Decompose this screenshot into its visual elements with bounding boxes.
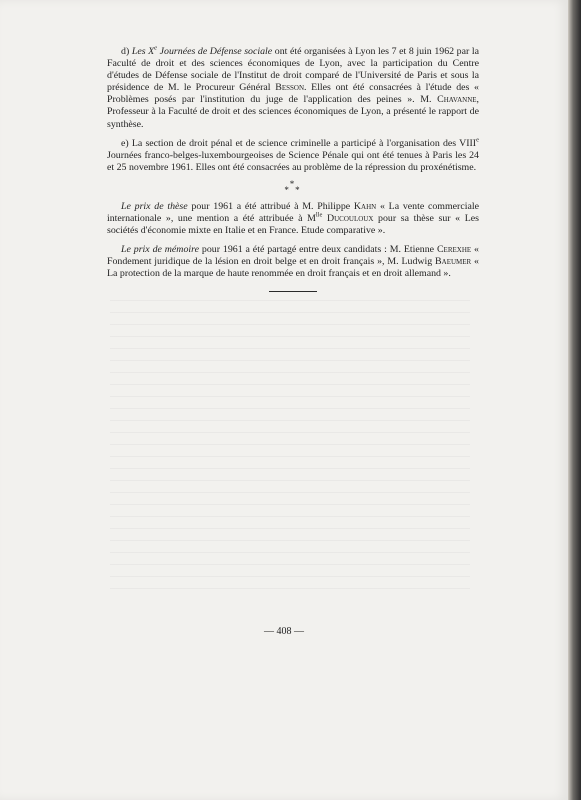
paragraph-d-name2: Chavanne — [437, 94, 477, 106]
paragraph-e-body1: e) La section de droit pénal et de science criminelle a participé à l'organisation des VIII — [121, 137, 477, 149]
prix-these-name1: Kahn — [353, 200, 377, 212]
asterism-separator: * * * — [284, 178, 302, 195]
paragraph-e-body2: Journées franco-belges-luxembourgeoises de Science Pénale qui ont été tenues à Paris les 24 et 25 novembre 1961. Elles ont été consacrées au problème de la répression du proxénétisme. — [107, 149, 479, 173]
page-edge-shadow — [568, 0, 581, 800]
prix-memoire-body1: pour 1961 a été partagé entre deux candidats : M. Etienne — [198, 244, 437, 256]
show-through-text — [110, 300, 470, 600]
paragraph-e-sup: e — [476, 136, 479, 144]
prix-these-name2: Ducouloux — [322, 213, 374, 225]
page-number: — 408 — — [264, 626, 304, 637]
prix-memoire-title: Le prix de mémoire — [121, 244, 199, 256]
body-text — [107, 46, 479, 292]
paragraph-d-title-sup: e — [154, 44, 158, 52]
prix-these-body1: pour 1961 a été attribué à M. Philippe — [187, 200, 354, 212]
prix-memoire-body2: « Fondement juridique de la lésion en droit belge et en droit français », M. Ludwig — [107, 244, 479, 268]
paragraph-d-body2: . Elles ont été consacrées à l'étude des « Problèmes posés par l'institution du juge de l'application des peines ». M. — [107, 82, 479, 106]
paragraph-d-lead: d) — [121, 46, 132, 57]
paragraph-d-title: Les X — [131, 46, 155, 57]
prix-memoire-name1: Cerexhe — [436, 244, 472, 256]
paragraph-prix-these — [107, 201, 479, 237]
prix-these-body2: « La vente commerciale internationale », une mention a été attribuée à M — [107, 200, 479, 225]
paragraph-d-name1: Besson — [275, 82, 304, 94]
prix-memoire-body3: « La protection de la marque de haute renommée en droit français et en droit allemand ». — [107, 256, 479, 280]
paragraph-prix-memoire — [107, 244, 479, 280]
prix-these-body3: pour sa thèse sur « Les sociétés d'économie mixte en Italie et en France. Etude comparative ». — [107, 213, 479, 237]
prix-memoire-name2: Baeumer — [435, 256, 472, 268]
prix-these-sup: lle — [315, 211, 323, 219]
paragraph-d — [107, 46, 479, 131]
paragraph-d-title-rest: Journées de Défense sociale — [157, 46, 273, 57]
paragraph-d-body3: , Professeur à la Faculté de droit et des sciences économiques de Lyon, a présenté le rapport de synthèse. — [107, 94, 479, 130]
closing-rule — [269, 291, 317, 293]
paragraph-d-body1: ont été organisées à Lyon les 7 et 8 juin 1962 par la Faculté de droit et des sciences économiques de Lyon, avec la participation du Centre d'études de Défense sociale de l'Institut de droit comparé de l'Université de Paris et sous la présidence de M. le Procureur Général — [107, 46, 479, 94]
prix-these-title: Le prix de thèse — [121, 200, 188, 212]
paragraph-e — [107, 138, 479, 174]
